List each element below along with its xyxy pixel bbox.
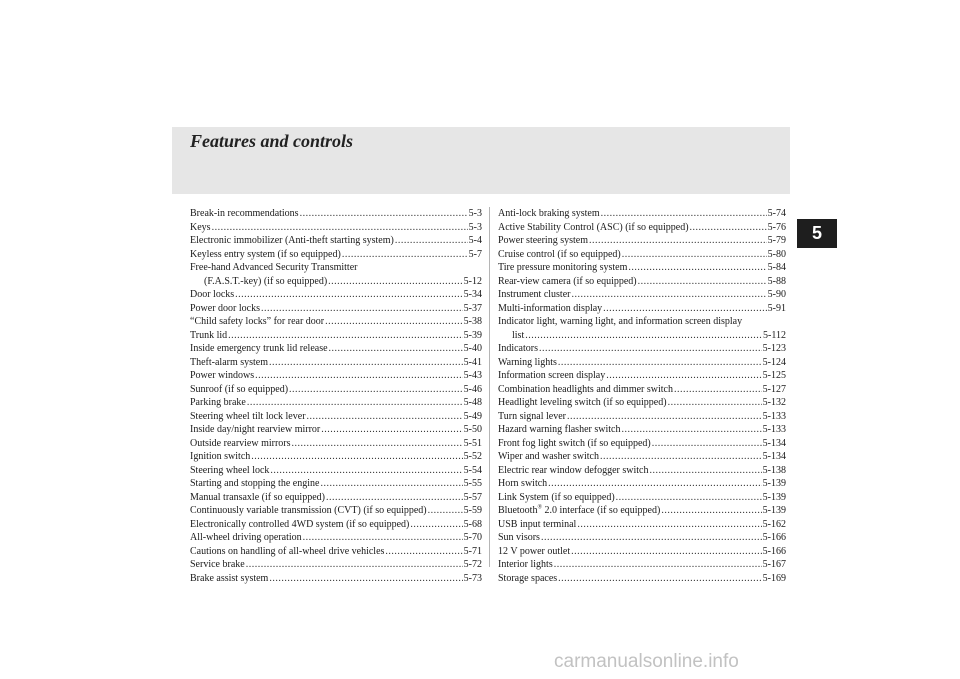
toc-entry[interactable]: Sunroof (if so equipped) ..... 5-46 <box>190 383 482 397</box>
toc-entry[interactable]: Anti-lock braking system ..... 5-74 <box>498 207 786 221</box>
toc-entry[interactable]: (F.A.S.T.-key) (if so equipped) ..... 5-12 <box>190 275 482 289</box>
toc-entry[interactable]: Front fog light switch (if so equipped) ..... 5-134 <box>498 437 786 451</box>
toc-entry[interactable]: Steering wheel lock ..... 5-54 <box>190 464 482 478</box>
toc-entry[interactable]: Warning lights ..... 5-124 <box>498 356 786 370</box>
toc-entry[interactable]: Steering wheel tilt lock lever ..... 5-49 <box>190 410 482 424</box>
toc-entry[interactable]: Electronically controlled 4WD system (if so equipped) ..... 5-68 <box>190 518 482 532</box>
toc-entry[interactable]: Door locks ..... 5-34 <box>190 288 482 302</box>
toc-entry[interactable]: Rear-view camera (if so equipped) ..... 5-88 <box>498 275 786 289</box>
toc-entry[interactable]: Tire pressure monitoring system ..... 5-84 <box>498 261 786 275</box>
toc-entry[interactable]: Keyless entry system (if so equipped) ..... 5-7 <box>190 248 482 262</box>
toc-entry[interactable]: Cruise control (if so equipped) ..... 5-80 <box>498 248 786 262</box>
toc-entry[interactable]: Horn switch ..... 5-139 <box>498 477 786 491</box>
toc-entry[interactable]: Power steering system ..... 5-79 <box>498 234 786 248</box>
toc-entry[interactable]: list ..... 5-112 <box>498 329 786 343</box>
toc-entry[interactable]: Break-in recommendations ..... 5-3 <box>190 207 482 221</box>
toc-entry[interactable]: Interior lights ..... 5-167 <box>498 558 786 572</box>
toc-entry[interactable]: Theft-alarm system ..... 5-41 <box>190 356 482 370</box>
toc-entry[interactable]: Combination headlights and dimmer switch ..... 5-127 <box>498 383 786 397</box>
page-title: Features and controls <box>190 131 354 151</box>
toc-entry[interactable]: Power windows ..... 5-43 <box>190 369 482 383</box>
watermark: carmanualsonline.info <box>554 651 739 672</box>
toc-entry[interactable]: Cautions on handling of all-wheel drive vehicles ..... 5-71 <box>190 545 482 559</box>
toc-entry[interactable]: Inside day/night rearview mirror ..... 5-50 <box>190 423 482 437</box>
toc-entry[interactable]: Storage spaces ..... 5-169 <box>498 572 786 586</box>
toc-entry[interactable]: Service brake ..... 5-72 <box>190 558 482 572</box>
toc-entry[interactable]: Outside rearview mirrors ..... 5-51 <box>190 437 482 451</box>
toc-entry[interactable]: Bluetooth® 2.0 interface (if so equipped) ..... 5-139 <box>498 504 786 518</box>
toc-right-column <box>498 207 786 585</box>
toc-entry[interactable]: All-wheel driving operation ..... 5-70 <box>190 531 482 545</box>
toc-entry[interactable]: Inside emergency trunk lid release ..... 5-40 <box>190 342 482 356</box>
toc-entry[interactable]: Indicator light, warning light, and information screen display <box>498 316 743 327</box>
toc-entry[interactable]: Electronic immobilizer (Anti-theft starting system) ..... 5-4 <box>190 234 482 248</box>
chapter-tab: 5 <box>797 219 837 248</box>
toc-entry[interactable]: Manual transaxle (if so equipped) ..... 5-57 <box>190 491 482 505</box>
toc-entry[interactable]: Brake assist system ..... 5-73 <box>190 572 482 586</box>
toc-entry[interactable]: Trunk lid ..... 5-39 <box>190 329 482 343</box>
toc-entry[interactable]: Ignition switch ..... 5-52 <box>190 450 482 464</box>
toc-entry[interactable]: Turn signal lever ..... 5-133 <box>498 410 786 424</box>
toc-entry[interactable]: 12 V power outlet ..... 5-166 <box>498 545 786 559</box>
toc-entry[interactable]: Electric rear window defogger switch ..... 5-138 <box>498 464 786 478</box>
toc-entry[interactable]: Link System (if so equipped) ..... 5-139 <box>498 491 786 505</box>
toc-entry[interactable]: Continuously variable transmission (CVT) (if so equipped) ..... 5-59 <box>190 504 482 518</box>
toc-entry[interactable]: “Child safety locks” for rear door ..... 5-38 <box>190 315 482 329</box>
toc-entry[interactable]: Multi-information display ..... 5-91 <box>498 302 786 316</box>
column-divider <box>489 207 490 567</box>
toc-entry[interactable]: Keys ..... 5-3 <box>190 221 482 235</box>
toc-entry[interactable]: Starting and stopping the engine ..... 5-55 <box>190 477 482 491</box>
toc-entry[interactable]: Sun visors ..... 5-166 <box>498 531 786 545</box>
toc-entry[interactable]: Indicators ..... 5-123 <box>498 342 786 356</box>
toc-entry[interactable]: Hazard warning flasher switch ..... 5-133 <box>498 423 786 437</box>
toc-entry[interactable]: Free-hand Advanced Security Transmitter <box>190 262 358 273</box>
toc-entry[interactable]: Parking brake ..... 5-48 <box>190 396 482 410</box>
toc-entry[interactable]: Power door locks ..... 5-37 <box>190 302 482 316</box>
toc-entry[interactable]: USB input terminal ..... 5-162 <box>498 518 786 532</box>
toc-entry[interactable]: Information screen display ..... 5-125 <box>498 369 786 383</box>
toc-entry[interactable]: Headlight leveling switch (if so equipped) ..... 5-132 <box>498 396 786 410</box>
toc-entry[interactable]: Instrument cluster ..... 5-90 <box>498 288 786 302</box>
toc-entry[interactable]: Active Stability Control (ASC) (if so equipped) ..... 5-76 <box>498 221 786 235</box>
toc-left-column <box>190 207 482 585</box>
toc-entry[interactable]: Wiper and washer switch ..... 5-134 <box>498 450 786 464</box>
